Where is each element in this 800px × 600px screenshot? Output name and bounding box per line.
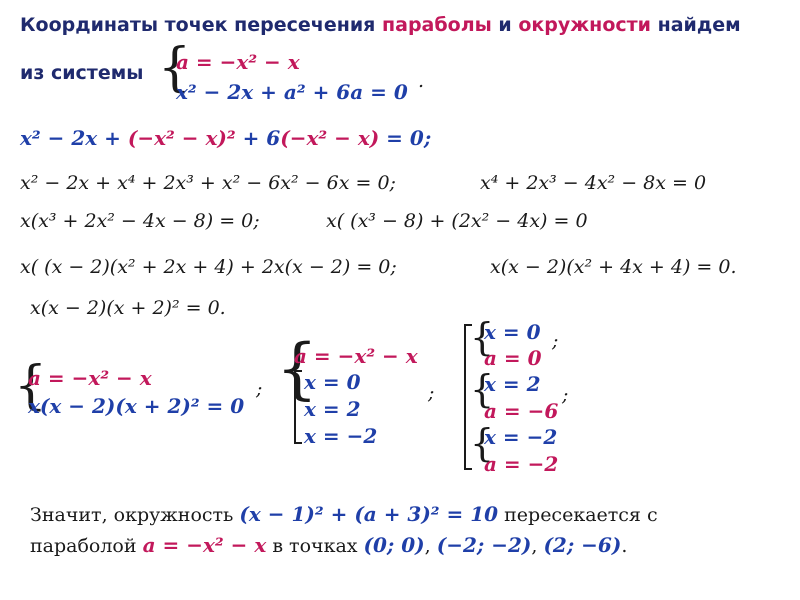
factored-x-equation: x(x³ + 2x² − 4x − 8) = 0; [20, 210, 260, 232]
system-2-separator: ; [256, 378, 263, 400]
system-2-brace: { [14, 356, 48, 416]
solution-3-brace: { [470, 421, 495, 465]
system-3-separator: ; [428, 382, 435, 404]
system-2-eq-2: x(x − 2)(x + 2)² = 0 [28, 394, 245, 418]
common-factor-equation: x(x − 2)(x² + 4x + 4) = 0. [490, 256, 737, 278]
system-3-root-2: x = 2 [304, 397, 361, 421]
grouped-equation: x( (x³ − 8) + (2x² − 4x) = 0 [326, 210, 588, 232]
parabola-equation: a = −x² − x [142, 533, 267, 557]
solution-2-x: x = 2 [484, 372, 541, 396]
system-1-dot: . [418, 70, 425, 92]
system-2-eq-1: a = −x² − x [28, 366, 152, 390]
circle-equation: (x − 1)² + (a + 3)² = 10 [239, 502, 499, 526]
solution-2-brace: { [470, 367, 495, 411]
point-2: (−2; −2) [436, 533, 532, 557]
solution-1-brace: { [470, 315, 495, 359]
solution-3-x: x = −2 [484, 425, 558, 449]
final-factored-equation: x(x − 2)(x + 2)² = 0. [30, 297, 226, 319]
solution-2-a: a = −6 [484, 399, 559, 423]
expansion-equation: x² − 2x + x⁴ + 2x³ + x² − 6x² − 6x = 0; [20, 172, 396, 194]
system-1-brace: { [158, 38, 192, 98]
system-3-root-1: x = 0 [304, 370, 361, 394]
heading-line-1: Координаты точек пересечения параболы и окружности найдем [20, 14, 741, 36]
solution-2-separator: ; [562, 384, 569, 406]
system-3-eq-1: a = −x² − x [294, 344, 418, 368]
point-3: (2; −6) [543, 533, 622, 557]
system-1-eq-1: a = −x² − x [176, 50, 300, 74]
system-3-bracket [294, 370, 302, 444]
difference-of-cubes-equation: x( (x − 2)(x² + 2x + 4) + 2x(x − 2) = 0; [20, 256, 397, 278]
conclusion-line-1: Значит, окружность (x − 1)² + (a + 3)² = 10 пересекается с [30, 502, 658, 526]
simplified-equation: x⁴ + 2x³ − 4x² − 8x = 0 [480, 172, 707, 194]
solution-3-a: a = −2 [484, 452, 559, 476]
heading-line-2: из системы [20, 62, 144, 84]
system-3-root-3: x = −2 [304, 424, 378, 448]
system-3-brace: { [276, 330, 318, 407]
substitution-equation: x² − 2x + (−x² − x)² + 6(−x² − x) = 0; [20, 126, 432, 150]
conclusion-line-2: параболой a = −x² − x в точках (0; 0), (−2; −2), (2; −6). [30, 533, 628, 557]
system-1-eq-2: x² − 2x + a² + 6a = 0 [176, 80, 408, 104]
solution-1-x: x = 0 [484, 320, 541, 344]
solution-1-separator: ; [552, 330, 559, 352]
solution-1-a: a = 0 [484, 346, 542, 370]
point-1: (0; 0) [363, 533, 425, 557]
